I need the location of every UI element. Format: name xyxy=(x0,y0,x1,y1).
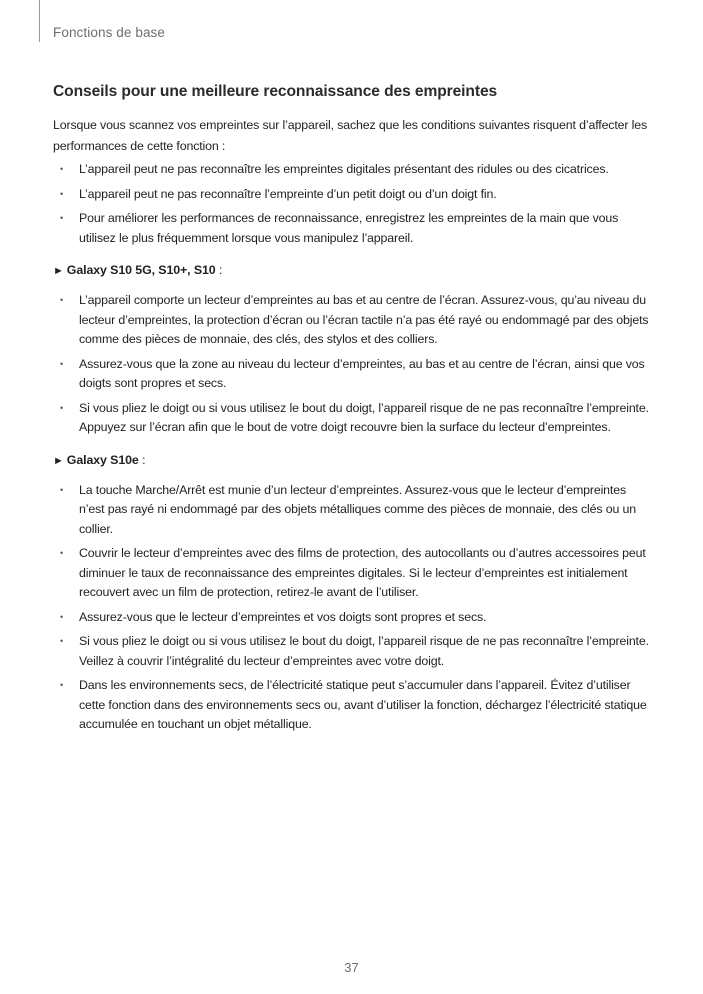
device-heading-suffix: : xyxy=(215,263,223,277)
list-item: • Si vous pliez le doigt ou si vous utilisez le bout du doigt, l’appareil risque de ne pas reconnaître l’empreinte. Appuyez sur l’écran afin que le bout de votre doigt recouvre bien la surface du lecteur d’empreintes. xyxy=(60,400,649,434)
arrow-right-icon: ► xyxy=(53,265,64,277)
device-model-label: Galaxy S10e xyxy=(66,452,139,467)
bullet-icon: • xyxy=(60,636,64,646)
list-item: • Dans les environnements secs, de l’électricité statique peut s’accumuler dans l’appareil. Évitez d’utiliser cette fonction dans des environnements secs ou, avant d’utiliser la fonction, déchargez l’électricité statique accumulée en touchant un objet métallique. xyxy=(60,678,647,731)
list-item: • Pour améliorer les performances de reconnaissance, enregistrez les empreintes de la main que vous utilisez le plus fréquemment lorsque vous manipulez l’appareil. xyxy=(60,211,619,245)
bullet-icon: • xyxy=(60,484,64,495)
bullet-icon: • xyxy=(60,402,64,413)
bullet-icon: • xyxy=(60,548,64,558)
bullet-icon: • xyxy=(60,295,64,305)
section-title: Conseils pour une meilleure reconnaissance des empreintes xyxy=(53,83,498,100)
bullet-icon: • xyxy=(60,213,64,223)
bullet-icon: • xyxy=(60,680,64,690)
device-heading-suffix: : xyxy=(138,452,146,467)
intro-paragraph: Lorsque vous scannez vos empreintes sur l’appareil, sachez que les conditions suivantes risquent d’affecter les performances de cette fonction : xyxy=(53,118,648,153)
bullet-icon: • xyxy=(60,611,64,622)
list-item: • Assurez-vous que le lecteur d’empreintes et vos doigts sont propres et secs. xyxy=(53,608,653,628)
margin-rule xyxy=(39,0,40,42)
list-item: • L’appareil comporte un lecteur d’empreintes au bas et au centre de l’écran. Assurez-vous, qu’au niveau du lecteur d’empreintes, la protection d’écran ou l’écran tactile n’a pas été rayé ou endommagé par des objets comme des pièces de monnaie, des clés, des stylos et des colliers. xyxy=(60,293,649,346)
s10e-bullet-list xyxy=(53,481,653,735)
device-model-label: Galaxy S10 5G, S10+, S10 xyxy=(66,263,216,277)
list-item: • Couvrir le lecteur d’empreintes avec des films de protection, des autocollants ou d’autres accessoires peut diminuer le taux de reconnaissance des empreintes digitales. Si le lecteur d’empreintes est initialement recouvert avec un film de protection, retirez-le avant de l’utiliser. xyxy=(60,546,646,599)
bullet-icon: • xyxy=(60,358,64,369)
device-heading-s10 xyxy=(53,260,653,281)
arrow-right-icon: ► xyxy=(53,454,64,467)
list-item: • La touche Marche/Arrêt est munie d’un lecteur d’empreintes. Assurez-vous que le lecteur d’empreintes n’est pas rayé ni endommagé par des objets métalliques comme des pièces de monnaie, des clés ou un collier. xyxy=(60,482,636,536)
list-item: • L’appareil peut ne pas reconnaître l’empreinte d’un petit doigt ou d’un doigt fin. xyxy=(53,185,653,205)
list-item: • L’appareil peut ne pas reconnaître les empreintes digitales présentant des ridules ou des cicatrices. xyxy=(53,160,653,180)
bullet-icon: • xyxy=(60,188,64,199)
running-header: Fonctions de base xyxy=(53,25,166,40)
bullet-icon: • xyxy=(60,164,64,174)
list-item: • Assurez-vous que la zone au niveau du lecteur d’empreintes, au bas et au centre de l’écran, ainsi que vos doigts sont propres et secs. xyxy=(60,356,645,390)
page-number: 37 xyxy=(344,960,359,975)
page-content xyxy=(53,82,653,740)
s10-bullet-list xyxy=(53,291,653,438)
list-item: • Si vous pliez le doigt ou si vous utilisez le bout du doigt, l’appareil risque de ne pas reconnaître l’empreinte. Veillez à couvrir l’intégralité du lecteur d’empreintes avec votre doigt. xyxy=(60,634,649,668)
general-bullet-list xyxy=(53,160,653,248)
device-heading-s10e xyxy=(53,450,653,471)
